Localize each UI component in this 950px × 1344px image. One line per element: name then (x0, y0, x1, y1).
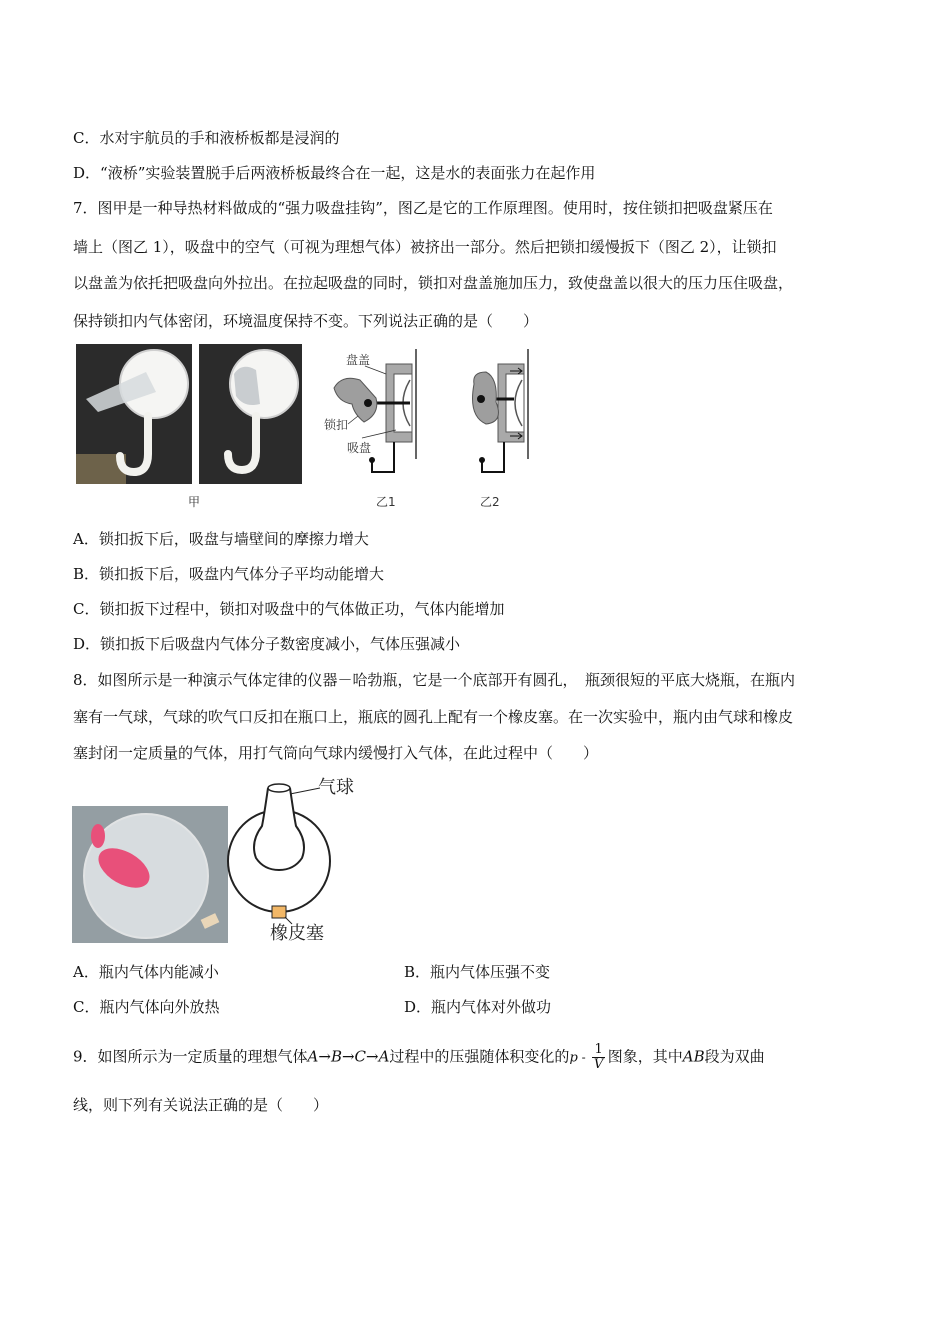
q9-path: A→B→C→A (307, 1047, 390, 1066)
q7-line-3: 以盘盖为依托把吸盘向外拉出。在拉起吸盘的同时，锁扣对盘盖施加压力，致使盘盖以很大的压力压住吸盘， (73, 274, 794, 292)
figure-8-svg (72, 776, 372, 946)
diagram-yi2 (473, 349, 529, 472)
q8-option-b: B．瓶内气体压强不变 (404, 963, 551, 981)
option-c-prev: C．水对宇航员的手和液桥板都是浸润的 (73, 129, 340, 147)
q9-dash: - (577, 1050, 590, 1065)
q9-line-2: 线，则下列有关说法正确的是（ ） (73, 1096, 329, 1114)
q9-p-symbol: p (569, 1050, 578, 1066)
label-stopper: 橡皮塞 (270, 923, 324, 944)
option-d-prev: D．“液桥”实验装置脱手后两液桥板最终合在一起，这是水的表面张力在起作用 (73, 164, 596, 182)
caption-yi1: 乙1 (376, 495, 396, 509)
q7-line-1: 7．图甲是一种导热材料做成的“强力吸盘挂钩”，图乙是它的工作原理图。使用时，按住锁扣把吸盘紧压在 (73, 199, 773, 217)
figure-7 (76, 344, 536, 514)
photo-hook-2 (199, 344, 302, 484)
q9-text-post1: 图象，其中 (607, 1047, 683, 1066)
q7-option-b: B．锁扣扳下后，吸盘内气体分子平均动能增大 (73, 565, 385, 583)
caption-yi2: 乙2 (480, 495, 500, 509)
q8-line-1: 8．如图所示是一种演示气体定律的仪器－哈勃瓶，它是一个底部开有圆孔， 瓶颈很短的平底大烧瓶，在瓶内 (73, 671, 796, 689)
q8-option-c: C．瓶内气体向外放热 (73, 998, 220, 1016)
q8-option-d: D．瓶内气体对外做功 (404, 998, 552, 1016)
label-suokou: 锁扣 (324, 418, 349, 432)
q8-line-3: 塞封闭一定质量的气体，用打气筒向气球内缓慢打入气体，在此过程中（ ） (73, 744, 599, 762)
q7-option-a: A．锁扣扳下后，吸盘与墙壁间的摩擦力增大 (73, 530, 369, 548)
q9-text-post2: 段为双曲 (704, 1047, 765, 1066)
label-balloon: 气球 (318, 777, 354, 798)
diagram-yi1 (324, 349, 416, 472)
figure-8 (72, 776, 372, 946)
q9-fraction-num: 1 (594, 1042, 603, 1057)
caption-jia: 甲 (188, 495, 201, 509)
q7-line-4: 保持锁扣内气体密闭，环境温度保持不变。下列说法正确的是（ ） (73, 312, 539, 330)
label-pangai: 盘盖 (346, 353, 371, 367)
photo-hubble-flask (72, 806, 228, 943)
q8-option-a: A．瓶内气体内能减小 (73, 963, 219, 981)
q9-ab: AB (682, 1047, 705, 1066)
q7-option-c: C．锁扣扳下过程中，锁扣对吸盘中的气体做正功，气体内能增加 (73, 600, 505, 618)
q9-fraction-den: V (593, 1057, 604, 1072)
q9-line-1 (73, 1043, 765, 1072)
label-xipan: 吸盘 (347, 441, 372, 455)
q9-text-pre: 9．如图所示为一定质量的理想气体 (73, 1047, 308, 1066)
q8-line-2: 塞有一气球，气球的吹气口反扣在瓶口上，瓶底的圆孔上配有一个橡皮塞。在一次实验中，瓶内由气球和橡皮 (73, 708, 794, 726)
diagram-hubble-flask (228, 777, 354, 944)
q9-text-mid: 过程中的压强随体积变化的 (389, 1047, 570, 1066)
q7-line-2: 墙上（图乙 1），吸盘中的空气（可视为理想气体）被挤出一部分。然后把锁扣缓慢扳下（图乙 2），让锁扣 (73, 238, 777, 256)
figure-7-svg (76, 344, 536, 514)
q9-fraction (592, 1043, 604, 1072)
q7-option-d: D．锁扣扳下后吸盘内气体分子数密度减小，气体压强减小 (73, 635, 461, 653)
photo-hook-1 (76, 344, 192, 484)
